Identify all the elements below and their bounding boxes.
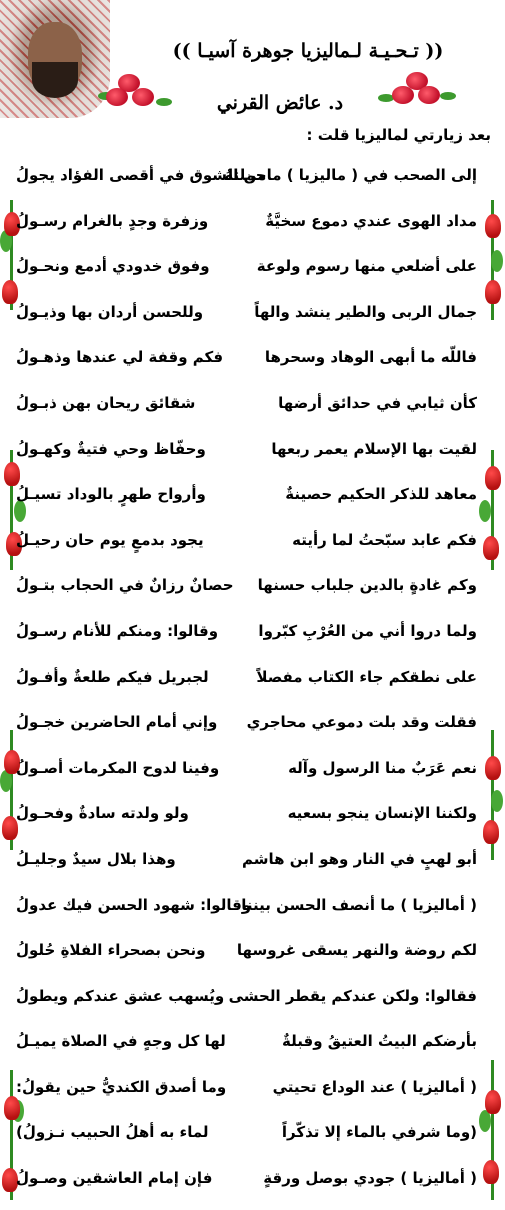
verse-second-hemistich: وحفّاظ وحي فتيةٌ وكهـولُ [16,439,206,458]
verse-second-hemistich: حصانٌ رزانٌ في الحجاب بتـولُ [16,576,234,595]
verse-line [0,432,505,478]
verse-second-hemistich: يجود بدمعٍ يوم حان رحيـلُ [16,530,204,549]
verse-second-hemistich: لماء به أهلُ الحبيب نـزولُ) [16,1123,209,1142]
verse-line [0,523,505,569]
verse-first-hemistich: ولكننا الإنسان ينجو بسعيه [287,804,477,823]
verse-second-hemistich: وقالوا: ومنكم للأنام رسـولُ [16,621,219,640]
verse-line [0,1115,505,1161]
verse-first-hemistich: بأرضكم البيتُ العتيقُ وقبلةٌ [282,1032,477,1051]
verse-second-hemistich: وللحسن أردان بها وذيـولُ [16,302,204,321]
verse-first-hemistich: نعم عَرَبٌ منا الرسول وآله [288,758,477,777]
verse-line [0,477,505,523]
verse-first-hemistich: لقيت بها الإسلام يعمر ربعها [271,439,477,458]
verse-first-hemistich: على نطقكم جاء الكتاب مفصلاً [256,667,477,686]
verse-first-hemistich: فقالوا: ولكن عندكم يقطر الحشى [228,986,477,1005]
verse-second-hemistich: وأرواح طهرٍ بالوداد تسيـلُ [16,485,206,504]
roses-decoration-right [378,68,458,114]
verse-first-hemistich: ولما دروا أني من العُرْبِ كبّروا [258,621,477,640]
verse-line [0,842,505,888]
verse-second-hemistich: وما أصدق الكنديُّ حين يقولُ: [16,1077,227,1096]
verse-second-hemistich: ونحن بصحراء الفلاةِ حُلولُ [16,941,206,960]
verse-line [0,660,505,706]
verse-second-hemistich: ويُسهب عشق عندكم ويطولُ [16,986,225,1005]
verse-second-hemistich: وإني أمام الحاضرين خجـولُ [16,713,218,732]
author-name: د. عائض القرني [216,92,344,114]
author-photo [0,0,110,118]
verse-second-hemistich: فإن إمام العاشقين وصـولُ [16,1169,213,1188]
verse-first-hemistich: وكم غادةٍ بالدين جلباب حسنها [257,576,477,595]
verse-line [0,979,505,1025]
verse-line [0,386,505,432]
verse-line [0,249,505,295]
verse-second-hemistich: وفوق خدودي أدمع ونحـولُ [16,257,210,276]
verse-first-hemistich: فقلت وقد بلت دموعي محاجري [246,713,477,732]
verse-first-hemistich: أبو لهبٍ في النار وهو ابن هاشم [241,849,477,868]
verse-first-hemistich: فاللّه ما أبهى الوهاد وسحرها [264,348,477,367]
verse-first-hemistich: إلى الصحب في ( ماليزيا ) ماحملتهُ [224,166,477,184]
verse-line [0,340,505,386]
verse-second-hemistich: من الشوق في أقصى الفؤاد يجولُ [16,166,267,184]
verse-second-hemistich: ولو ولدته سادةٌ وفحـولُ [16,804,189,823]
verse-line [0,158,505,204]
verse-line [0,888,505,934]
verse-first-hemistich: ( أماليزيا ) عند الوداع تحيتي [272,1077,477,1096]
verse-second-hemistich: وزفرة وجدٍ بالغرام رسـولُ [16,211,209,230]
verse-first-hemistich: (وما شرفي بالماء إلا تذكّراً [281,1123,477,1142]
verse-second-hemistich: وقالوا: شهود الحسن فيك عدولُ [16,895,252,914]
verse-line [0,568,505,614]
verse-line [0,933,505,979]
verse-line [0,614,505,660]
verse-second-hemistich: وهذا بلال سيدٌ وجليـلُ [16,849,176,868]
verse-line [0,204,505,250]
verse-line [0,295,505,341]
verse-line [0,705,505,751]
verse-first-hemistich: لكم روضة والنهر يسقى غروسها [236,941,477,960]
verse-first-hemistich: كأن ثيابي في حدائق أرضها [278,393,477,412]
intro-line: بعد زيارتي لماليزيا قلت : [306,126,491,144]
verse-first-hemistich: ( أماليزيا ) ما أنصف الحسن بيننا [241,895,477,914]
verse-first-hemistich: معاهد للذكر الحكيم حصينةٌ [285,485,477,504]
verse-second-hemistich: لها كل وجهٍ في الصلاة يميـلُ [16,1032,226,1051]
verse-first-hemistich: فكم عابد سبّحتُ لما رأيته [292,530,477,549]
verse-line [0,796,505,842]
verse-line [0,751,505,797]
verse-second-hemistich: لجبريل فيكم طلعةٌ وأفـولُ [16,667,209,686]
verse-first-hemistich: جمال الربى والطير ينشد والهاً [254,302,477,321]
verse-first-hemistich: مداد الهوى عندي دموع سخيَّةٌ [265,211,477,230]
verse-second-hemistich: وفينا لدوح المكرمات أصـولُ [16,758,220,777]
beard [32,62,78,98]
verse-second-hemistich: شقائق ريحان بهن ذبـولُ [16,393,196,412]
verse-second-hemistich: فكم وقفة لي عندها وذهـولُ [16,348,224,367]
poem-title: (( تـحـيـة لـماليزيا جوهرة آسيـا )) [172,40,444,62]
verse-line [0,1070,505,1116]
verse-first-hemistich: ( أماليزيا ) جودي بوصل ورقةٍ [263,1169,477,1188]
roses-decoration-left [98,68,178,114]
poem-body [0,158,505,1207]
verse-line [0,1024,505,1070]
verse-first-hemistich: على أضلعي منها رسوم ولوعة [256,257,477,276]
